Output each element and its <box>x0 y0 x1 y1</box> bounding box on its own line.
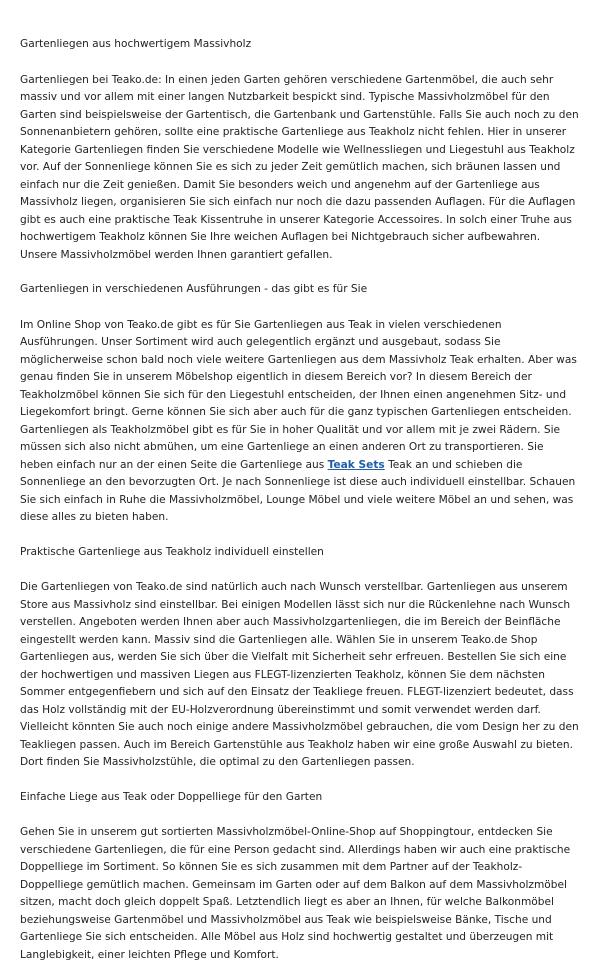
paragraph-text-part: Teak an und schieben die Sonnenliege an den bevorzugten Ort. Je nach Sonnenliege ist diese auch individuell einstellbar. Schauen Sie sich einfach in Ruhe die Massivholzmöbel, Lounge Möbel und viele weitere Möbel an und sehen, was diese alles zu bieten haben. <box>20 458 576 523</box>
teak-sets-link[interactable]: Teak Sets <box>327 458 385 471</box>
doppelliege-paragraph: Gehen Sie in unserem gut sortierten Massivholzmöbel-Online-Shop auf Shoppingtour, entdecken Sie verschiedene Gartenliegen, die für eine Person gedacht sind. Allerdings haben wir auch eine praktische Doppelliege im Sortiment. So können Sie es sich zusammen mit dem Partner auf der Teakholz-Doppelliege gemütlich machen. Gemeinsam im Garten oder auf dem Balkon auf dem Massivholzmöbel sitzen, macht doch gleich doppelt Spaß. Letztendlich liegt es aber an Ihnen, für welche Balkonmöbel beziehungsweise Gartenmöbel und Massivholzmöbel aus Teak wie beispielsweise Bänke, Tische und Gartenliege Sie sich entscheiden. Alle Möbel aus Holz sind hochwertig gestaltet und überzeugen mit Langlebigkeit, einer leichten Pflege und Komfort. <box>20 826 571 961</box>
spacer <box>20 806 580 824</box>
spacer <box>20 264 580 281</box>
intro-paragraph: Gartenliegen bei Teako.de: In einen jeden Garten gehören verschiedene Gartenmöbel, die auch sehr massiv und vor allem mit einer langen Nutzbarkeit bespickt sind. Typische Massivholzmöbel für den Garten sind beispielsweise der Gartentisch, die Gartenbank und Gartenstühle. Falls Sie auch noch zu den Sonnenanbietern gehören, sollte eine praktische Gartenliege aus Teakholz nicht fehlen. Hier in unserer Kategorie Gartenliegen finden Sie verschiedene Modelle wie Wellnessliegen und Liegestuhl aus Teakholz vor. Auf der Sonnenliege können Sie es sich zu jeder Zeit gemütlich machen, sich bräunen lassen und einfach nur die Zeit genießen. Damit Sie besonders weich und angenehm auf der Gartenliege aus Massivholz liegen, organisieren Sie sich einfach nur noch die dazu passenden Auflagen. Für die Auflagen gibt es auch eine praktische Teak Kissentruhe in unserer Kategorie Accessoires. In solch einer Truhe aus hochwertigem Teakholz können Sie Ihre weichen Auflagen bei Nichtgebrauch sicher aufbewahren. Unsere Massivholzmöbel werden Ihnen garantiert gefallen. <box>20 73 579 261</box>
section-heading-einstellen: Praktische Gartenliege aus Teakholz individuell einstellen <box>20 545 324 558</box>
paragraph-text-part: Im Online Shop von Teako.de gibt es für Sie Gartenliegen aus Teak in vielen verschiedenen Ausführungen. Unser Sortiment wird auch gelegentlich ergänzt und ausgebaut, sodass Sie möglicherweise schon bald noch viele weitere Gartenliegen aus dem Massivholz Teak erhalten. Aber was genau finden Sie in unserem Möbelshop eigentlich in diesem Bereich vor? In diesem Bereich der Teakholzmöbel können Sie sich für den Liegestuhl entscheiden, der Ihnen einen angenehmen Sitz- und Liegekomfort bringt. Gerne können Sie sich aber auch für die ganz typischen Gartenliegen entscheiden. Gartenliegen als Teakholzmöbel gibt es für Sie in hoher Qualität und vor allem mit je zwei Rädern. Sie müssen sich also nicht abmühen, um eine Gartenliege an einen anderen Ort zu transportieren. Sie heben einfach nur an der einen Seite die Gartenliege aus <box>20 318 577 471</box>
spacer <box>20 561 580 579</box>
spacer <box>20 54 580 72</box>
spacer <box>20 299 580 317</box>
section-heading-ausfuehrungen: Gartenliegen in verschiedenen Ausführungen - das gibt es für Sie <box>20 283 368 295</box>
spacer <box>20 772 580 789</box>
section-heading-doppelliege: Einfache Liege aus Teak oder Doppelliege für den Garten <box>20 790 323 803</box>
document-title: Gartenliegen aus hochwertigem Massivholz <box>20 38 252 50</box>
einstellen-paragraph: Die Gartenliegen von Teako.de sind natürlich auch nach Wunsch verstellbar. Gartenliegen aus unserem Store aus Massivholz sind einstellbar. Bei einigen Modellen lässt sich nur die Rückenlehne nach Wunsch verstellen. Angeboten werden Ihnen aber auch Massivholzgartenliegen, die im Bereich der Beinfläche eingestellt werden kann. Massiv sind die Gartenliegen alle. Wählen Sie in unserem Teako.de Shop Gartenliegen aus, werden Sie sich über die Vielfalt mit Sicherheit sehr erfreuen. Bestellen Sie sich eine der hochwertigen und massiven Liegen aus FLEGT-lizenzierten Teakholz, können Sie dem nächsten Sommer entgegenfiebern und sich auf den Einsatz der Teakliege freuen. FLEGT-lizenziert bedeutet, dass das Holz vollständig mit der EU-Holzverordnung übereinstimmt und somit verwendet werden darf. Vielleicht könnten Sie auch noch einige andere Massivholzmöbel gebrauchen, die vom Design her zu den Teakliegen passen. Auch im Bereich Gartenstühle aus Teakholz haben wir eine große Auswahl zu bieten. Dort finden Sie Massivholzstühle, die optimal zu den Gartenliegen passen. <box>20 581 579 768</box>
spacer <box>20 527 580 544</box>
ausfuehrungen-paragraph <box>20 317 580 527</box>
